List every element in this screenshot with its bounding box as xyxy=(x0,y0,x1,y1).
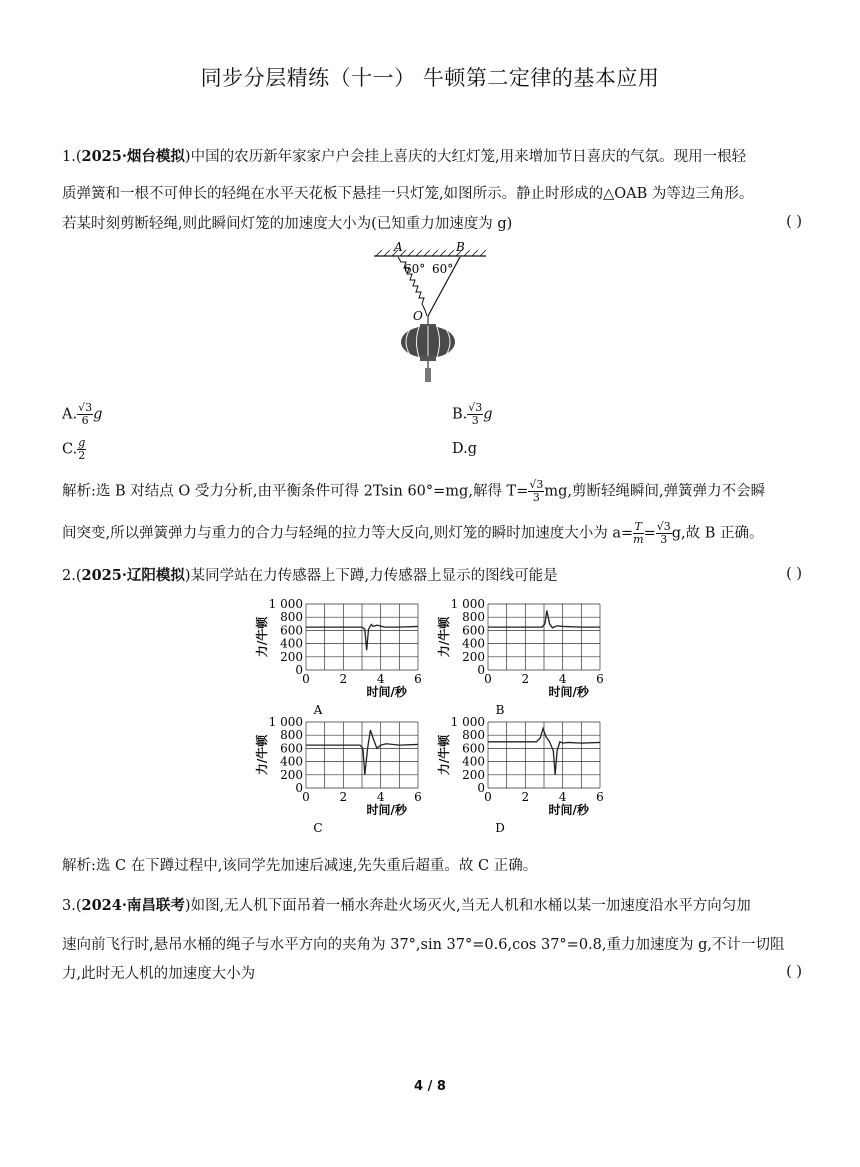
y-tick-label: 1 000 xyxy=(268,715,303,729)
panel-label: B xyxy=(495,703,505,717)
y-tick-label: 200 xyxy=(280,767,303,782)
q1-line1-text: )中国的农历新年家家户户会挂上喜庆的大红灯笼,用来增加节日喜庆的气氛。现用一根轻 xyxy=(184,149,747,165)
y-tick-label: 600 xyxy=(462,741,485,756)
chart-c xyxy=(254,715,422,835)
y-tick-label: 200 xyxy=(462,649,485,664)
x-tick-label: 0 xyxy=(302,790,310,804)
q1-source: 2025·烟台模拟 xyxy=(81,148,185,165)
q2-source: 2025·辽阳模拟 xyxy=(81,567,185,584)
y-tick-label: 1 000 xyxy=(450,597,485,611)
y-tick-label: 1 000 xyxy=(268,597,303,611)
y-tick-label: 0 xyxy=(477,663,485,677)
q1-line1 xyxy=(62,147,802,167)
y-tick-label: 400 xyxy=(280,636,303,651)
x-tick-label: 6 xyxy=(596,790,604,804)
x-tick-label: 2 xyxy=(339,790,348,804)
angle-b: 60° xyxy=(432,262,454,276)
q1-solution-line1: 解析:选 B 对结点 O 受力分析,由平衡条件可得 2Tsin 60°=mg,解得 T= $\frac{√3}{3}$ mg,剪断轻绳瞬间,弹簧弹力不会瞬 xyxy=(62,478,766,504)
y-tick-label: 600 xyxy=(280,741,303,756)
x-tick-label: 2 xyxy=(521,790,530,804)
option-c: C. $\frac{g}{2}$ xyxy=(62,436,86,462)
page-number: 4 / 8 xyxy=(414,1079,446,1094)
x-axis-label: 时间/秒 xyxy=(548,685,589,699)
x-tick-label: 4 xyxy=(558,672,567,686)
lantern-bottom xyxy=(420,356,436,361)
y-tick-label: 0 xyxy=(295,781,303,795)
x-axis-label: 时间/秒 xyxy=(548,803,589,817)
lantern-figure xyxy=(368,240,492,386)
q3-line2: 速向前飞行时,悬吊水桶的绳子与水平方向的夹角为 37°,sin 37°=0.6,cos 37°=0.8,重力加速度为 g,不计一切阻 xyxy=(62,937,785,953)
x-tick-label: 0 xyxy=(302,672,310,686)
chart-d xyxy=(436,715,604,835)
y-tick-label: 0 xyxy=(295,663,303,677)
label-a: A xyxy=(394,240,403,254)
q3-line1: 3.(2024·南昌联考)如图,无人机下面吊着一桶水奔赴火场灭火,当无人机和水桶以某一加速度沿水平方向匀加 xyxy=(62,897,751,914)
option-a: A. $\frac{√3}{6}$ g xyxy=(62,401,103,427)
y-tick-label: 800 xyxy=(462,610,485,625)
y-tick-label: 800 xyxy=(462,728,485,743)
chart-b xyxy=(436,597,604,717)
y-tick-label: 800 xyxy=(280,610,303,625)
y-tick-label: 400 xyxy=(462,636,485,651)
label-o: O xyxy=(413,309,423,323)
y-axis-label: 力/牛顿 xyxy=(437,616,451,658)
x-tick-label: 4 xyxy=(376,790,385,804)
force-charts xyxy=(250,596,610,846)
x-axis-label: 时间/秒 xyxy=(366,685,407,699)
q1-solution-line2: 间突变,所以弹簧弹力与重力的合力与轻绳的拉力等大反向,则灯笼的瞬时加速度大小为 a= $\frac{T}{m}$ = $\frac{√3}{3}$ g,故 B 正确。 xyxy=(62,520,764,546)
q2-answer-paren: ( ) xyxy=(786,566,802,582)
x-tick-label: 6 xyxy=(414,672,422,686)
q1-answer-paren: ( ) xyxy=(786,214,802,230)
lantern-tassel xyxy=(425,368,431,382)
y-axis-label: 力/牛顿 xyxy=(437,734,451,776)
q3-answer-paren: ( ) xyxy=(786,964,802,980)
x-tick-label: 0 xyxy=(484,672,492,686)
label-b: B xyxy=(456,240,465,254)
y-tick-label: 400 xyxy=(280,754,303,769)
page-title: 同步分层精练（十一） 牛顿第二定律的基本应用 xyxy=(200,66,660,90)
q1-number: 1.( xyxy=(62,149,82,165)
q2-solution: 解析:选 C 在下蹲过程中,该同学先加速后减速,先失重后超重。故 C 正确。 xyxy=(62,858,538,874)
panel-label: D xyxy=(495,821,505,835)
chart-a xyxy=(254,597,422,717)
x-tick-label: 2 xyxy=(339,672,348,686)
y-tick-label: 1 000 xyxy=(450,715,485,729)
x-tick-label: 4 xyxy=(558,790,567,804)
y-tick-label: 600 xyxy=(280,623,303,638)
panel-label: C xyxy=(313,821,323,835)
x-tick-label: 2 xyxy=(521,672,530,686)
ceiling-hatch xyxy=(376,250,486,256)
y-axis-label: 力/牛顿 xyxy=(255,734,269,776)
q1-line3: 若某时刻剪断轻绳,则此瞬间灯笼的加速度大小为(已知重力加速度为 g) xyxy=(62,216,513,232)
angle-a: 60° xyxy=(404,262,426,276)
x-tick-label: 6 xyxy=(414,790,422,804)
x-tick-label: 0 xyxy=(484,790,492,804)
option-b: B. $\frac{√3}{3}$ g xyxy=(452,401,493,427)
q2-line1: 2.(2025·辽阳模拟)某同学站在力传感器上下蹲,力传感器上显示的图线可能是 xyxy=(62,567,558,584)
y-tick-label: 200 xyxy=(280,649,303,664)
y-tick-label: 200 xyxy=(462,767,485,782)
q3-source: 2024·南昌联考 xyxy=(81,897,185,914)
x-tick-label: 6 xyxy=(596,672,604,686)
x-tick-label: 4 xyxy=(376,672,385,686)
x-axis-label: 时间/秒 xyxy=(366,803,407,817)
q1-line2: 质弹簧和一根不可伸长的轻绳在水平天花板下悬挂一只灯笼,如图所示。静止时形成的△OAB 为等边三角形。 xyxy=(62,186,754,202)
y-axis-label: 力/牛顿 xyxy=(255,616,269,658)
option-d: D.g xyxy=(452,441,477,457)
q3-line3: 力,此时无人机的加速度大小为 xyxy=(62,966,256,982)
y-tick-label: 800 xyxy=(280,728,303,743)
y-tick-label: 400 xyxy=(462,754,485,769)
panel-label: A xyxy=(313,703,323,717)
y-tick-label: 0 xyxy=(477,781,485,795)
y-tick-label: 600 xyxy=(462,623,485,638)
